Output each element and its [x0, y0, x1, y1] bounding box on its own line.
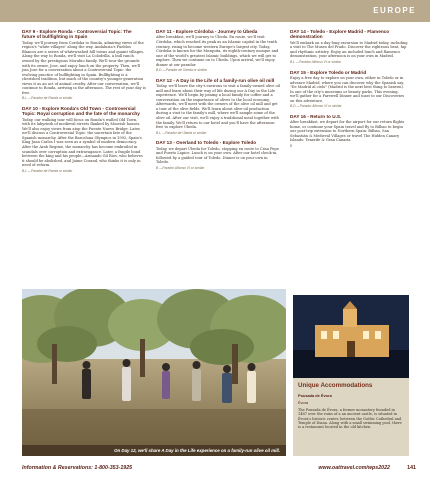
day-body: After breakfast, we depart for the airport for our return flights home, or continue your Spain travel and fly to Bilbao to begin our post-trip extension to Northern Spain: Bilbao, San Sebastián & Medieval Villages or travel The Hidden Canary Islands: Tenerife & Gran Canaria. — [290, 120, 405, 143]
day-entry — [290, 29, 408, 65]
olive-grove-photo — [22, 289, 286, 446]
meals-note: B,L —Parador Alfonso VI or similar — [290, 60, 341, 64]
day-entry — [156, 78, 280, 135]
website-link[interactable]: www.oattravel.com/wps2022 — [318, 465, 390, 471]
reservations-info: Information & Reservations: 1-800-353-1925 — [22, 465, 133, 471]
itinerary-column-1 — [22, 29, 146, 178]
meals-note: B,D —Parador de Úbeda or similar — [156, 68, 207, 73]
day-body: Today, we'll journey from Cordoba to Ronda, admiring views of the region's "white villages" along the way. Andalusia's Pueblos Blancos are a series of whitewashed hill towns and quaint villages. Along the way to Ronda, we'll visit La Colodrilla, a bull ranch owned by the prestigious Morubio family. We'll tour the grounds with its owner, Jose, and enjoy lunch on the property. Then, we'll join Jose for a conversation about a Controversial Topic: the evolving practice of bullfighting in Spain. Bullfighting is a cherished tradition, but much of the country's younger generation views it as an act of animal cruelty. After our conversation, we'll continue to Ronda, arriving in the afternoon. The rest of your day is free. — [22, 40, 146, 95]
page-number: 141 — [407, 465, 416, 471]
photo-caption: On Day 12, we'll share A Day in the Life experience on a family-run olive oil mill. — [22, 445, 286, 456]
day-title: DAY 10 - Explore Ronda's Old Town - Controversial Topic: Royal corruption and the fate of the monarchy — [22, 105, 140, 117]
hotel-description: The Pousada de Évora, a former monastery founded in 1487 over the ruins of a an ancient castle, is situated in Évora's historic center, between the Gothic Cathedral and Temple of Diana. Along with a small swimming pool, there is a restaurant located in the old kitchen. — [298, 408, 402, 430]
day-title: DAY 15 - Explore Toledo or Madrid — [290, 69, 367, 75]
page-footer — [0, 460, 430, 480]
day-body: Today, our walking tour will focus on Ronda's walled Old Town, with its labyrinth of medieval streets flanked by Moorish houses. We'll also enjoy views from atop the Puente Nuevo Bridge. Later, we'll discuss a Controversial Topic: the uncertain fate of the Spanish monarchy. After the Barcelona Olympics in 1992, Spain's King Juan Carlos I was seen as a symbol of modern democracy. After the Arab Regime, the monarchy has become embroiled in scandals over corruption and extravagance. Later, a fragile bond between the king and his people—Armando Gil Rios, who believes it should be abolished, and Jaime Conrad, who thinks it is only in need of reform. — [22, 117, 143, 168]
day-title: DAY 13 - Overland to Toledo - Explore Toledo — [156, 140, 257, 146]
day-title: DAY 16 - Return to U.S. — [290, 113, 342, 119]
meals-note: B — [290, 143, 293, 148]
day-title: DAY 11 - Explore Córdoba - Journey to Úbeda — [156, 29, 258, 34]
meals-note: B —Parador Alfonso VI or similar — [156, 165, 205, 170]
meals-note: B,L —Parador de Ronda or similar — [22, 96, 73, 101]
header-band — [0, 0, 430, 22]
itinerary-column-2 — [156, 29, 280, 175]
day-entry — [156, 140, 280, 170]
day-entry — [290, 114, 408, 149]
day-entry — [290, 70, 408, 109]
day-entry — [22, 29, 146, 101]
hotel-city: Évora — [298, 400, 309, 405]
day-title: DAY 9 - Explore Ronda - Controversial Topic: The future of bullfighting in Spain — [22, 29, 132, 40]
accommodations-title: Unique Accommodations — [298, 382, 373, 389]
meals-note: B,L —Parador de Úbeda or similar — [156, 130, 207, 135]
day-body: Enjoy a free day to explore on your own, either in Toledo or in advance Madrid, where you can discover why the Spanish say, "De Madrid al cielo" (Madrid is the next best thing to heaven). In one of the city's museums or beauty parks. This evening, we'll gather for a Farewell Dinner and toast to our Discoveries on this adventure. — [290, 75, 405, 103]
pousada-night-photo — [293, 295, 409, 378]
day-body: Today, we depart Úbeda for Toledo, stopping en route to Casa Pepe and Puerto Lapice. Lunch is on your own. After our hotel check-in, followed by a guided tour of Toledo. Dinner is on your own in Toledo. — [156, 146, 279, 165]
itinerary-column-3 — [290, 29, 408, 153]
meals-note: B,L —Parador de Ronda or similar — [22, 168, 73, 173]
day-title: DAY 12 - A Day in the Life of a family-run olive oil mill — [156, 77, 275, 83]
day-title: DAY 14 - Toledo - Explore Madrid - Flamenco demonstration — [290, 29, 390, 40]
meals-note: B,D —Parador Alfonso VI or similar — [290, 104, 342, 109]
hotel-name: Pousada de Évora — [298, 393, 332, 398]
day-body: We'll embark on a day-long excursion to Madrid today, including a visit to The Museo del Prado. Discover the righteous beat, hip and rhythmic artistry. Enjoy an included lunch and flamenco demonstration, your afternoon is on your own in Madrid. — [290, 40, 408, 59]
unique-accommodations-box — [293, 378, 409, 456]
region-label: EUROPE — [373, 6, 416, 15]
day-entry — [156, 29, 280, 73]
day-entry — [22, 106, 146, 173]
day-body: Today, we'll leave the city's environs to visit a family-owned olive oil mill and learn about their way of life during our A Day in the Life experience. We'll begin by joining a local family for coffee and a conversation on the importance of olives to the local economy. Afterwards, we'll meet with the owners of the olive oil mill and get a tour of the olive fields. We'll learn about olive-oil production during a visit to the family's mill, where we'll sample some of the olive oil. After our visit, we'll enjoy a traditional meal together with the family. We'll return to our hotel and you'll have the afternoon free to explore Úbeda. — [156, 84, 280, 130]
day-body: After breakfast, we'll journey to Úbeda. En route, we'll visit Córdoba, which reached its peak as an Islamic capital in the tenth century, rising to become western Europe's largest city. Today, Córdoba is known for the Mezquita, its eighth-century mosque and one of the world's greatest Islamic buildings, which we will get to explore. Then we continue on to Úbeda. Upon arrival, we'll enjoy dinner at our parador. — [156, 35, 279, 67]
